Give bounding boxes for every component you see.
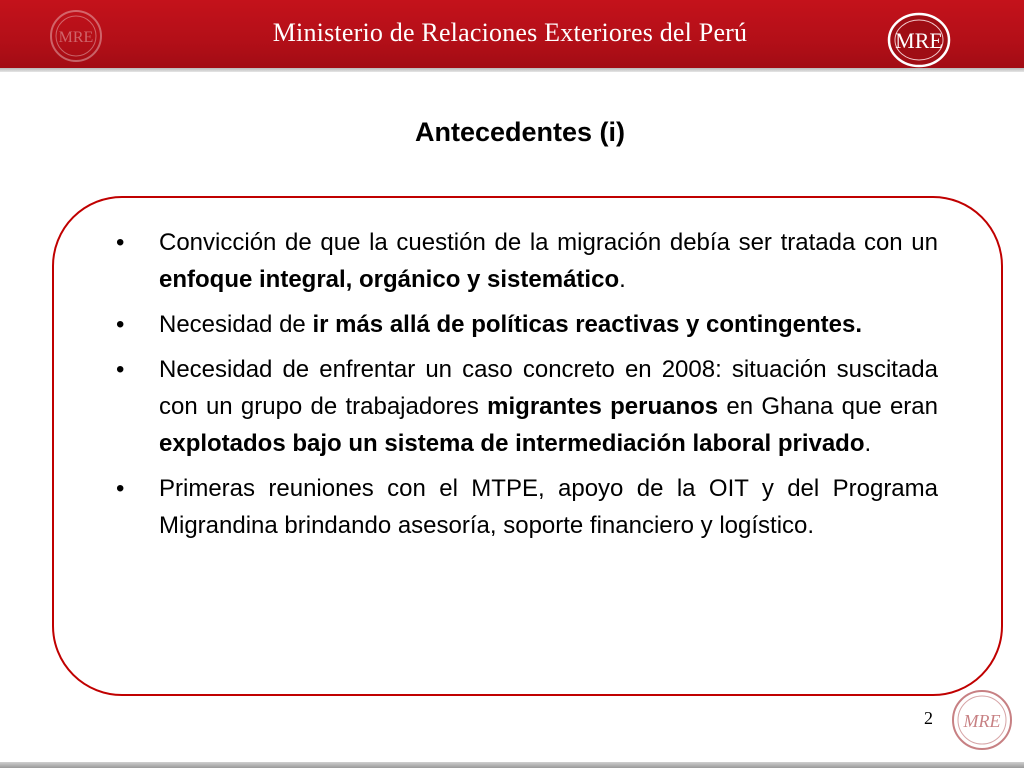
bullet-item	[112, 351, 938, 462]
header-shadow	[0, 68, 1024, 72]
bullet-emphasis: explotados bajo un sistema de intermediación laboral privado	[159, 430, 865, 457]
bullet-text: .	[864, 430, 872, 457]
bullet-text: Convicción de que la cuestión de la migración debía ser tratada con un	[159, 229, 938, 256]
ministry-title: Ministerio de Relaciones Exteriores del Perú	[272, 18, 748, 47]
bullet-emphasis: enfoque integral, orgánico y sistemático	[159, 266, 620, 293]
bullet-text: Necesidad de enfrentar un caso concreto en 2008: situación suscitada con un grupo de trabajadores	[159, 356, 938, 420]
slide-title: Antecedentes (i)	[414, 117, 626, 147]
mre-footer-seal-icon	[950, 688, 1014, 752]
svg-text:MRE: MRE	[58, 29, 94, 46]
bullet-text: .	[619, 266, 626, 293]
bullet-text: Primeras reuniones con el MTPE, apoyo de la OIT y del Programa Migrandina brindando asesoría, soporte financiero y logístico.	[159, 475, 938, 539]
bullet-text: Necesidad de	[159, 311, 313, 338]
bullet-item	[112, 470, 938, 544]
mre-seal-watermark-icon	[48, 8, 104, 64]
svg-text:MRE: MRE	[895, 28, 943, 53]
bullet-item	[112, 306, 938, 343]
footer-line	[0, 762, 1024, 768]
svg-text:MRE: MRE	[963, 711, 1001, 731]
bullet-emphasis: ir más allá de políticas reactivas y contingentes.	[312, 311, 862, 338]
page-number: 2	[924, 708, 933, 728]
bullet-text: en Ghana que eran	[718, 393, 938, 420]
bullet-item	[112, 224, 938, 298]
bullet-list	[112, 224, 938, 552]
bullet-emphasis: migrantes peruanos	[487, 393, 719, 420]
mre-logo-icon	[884, 12, 954, 68]
